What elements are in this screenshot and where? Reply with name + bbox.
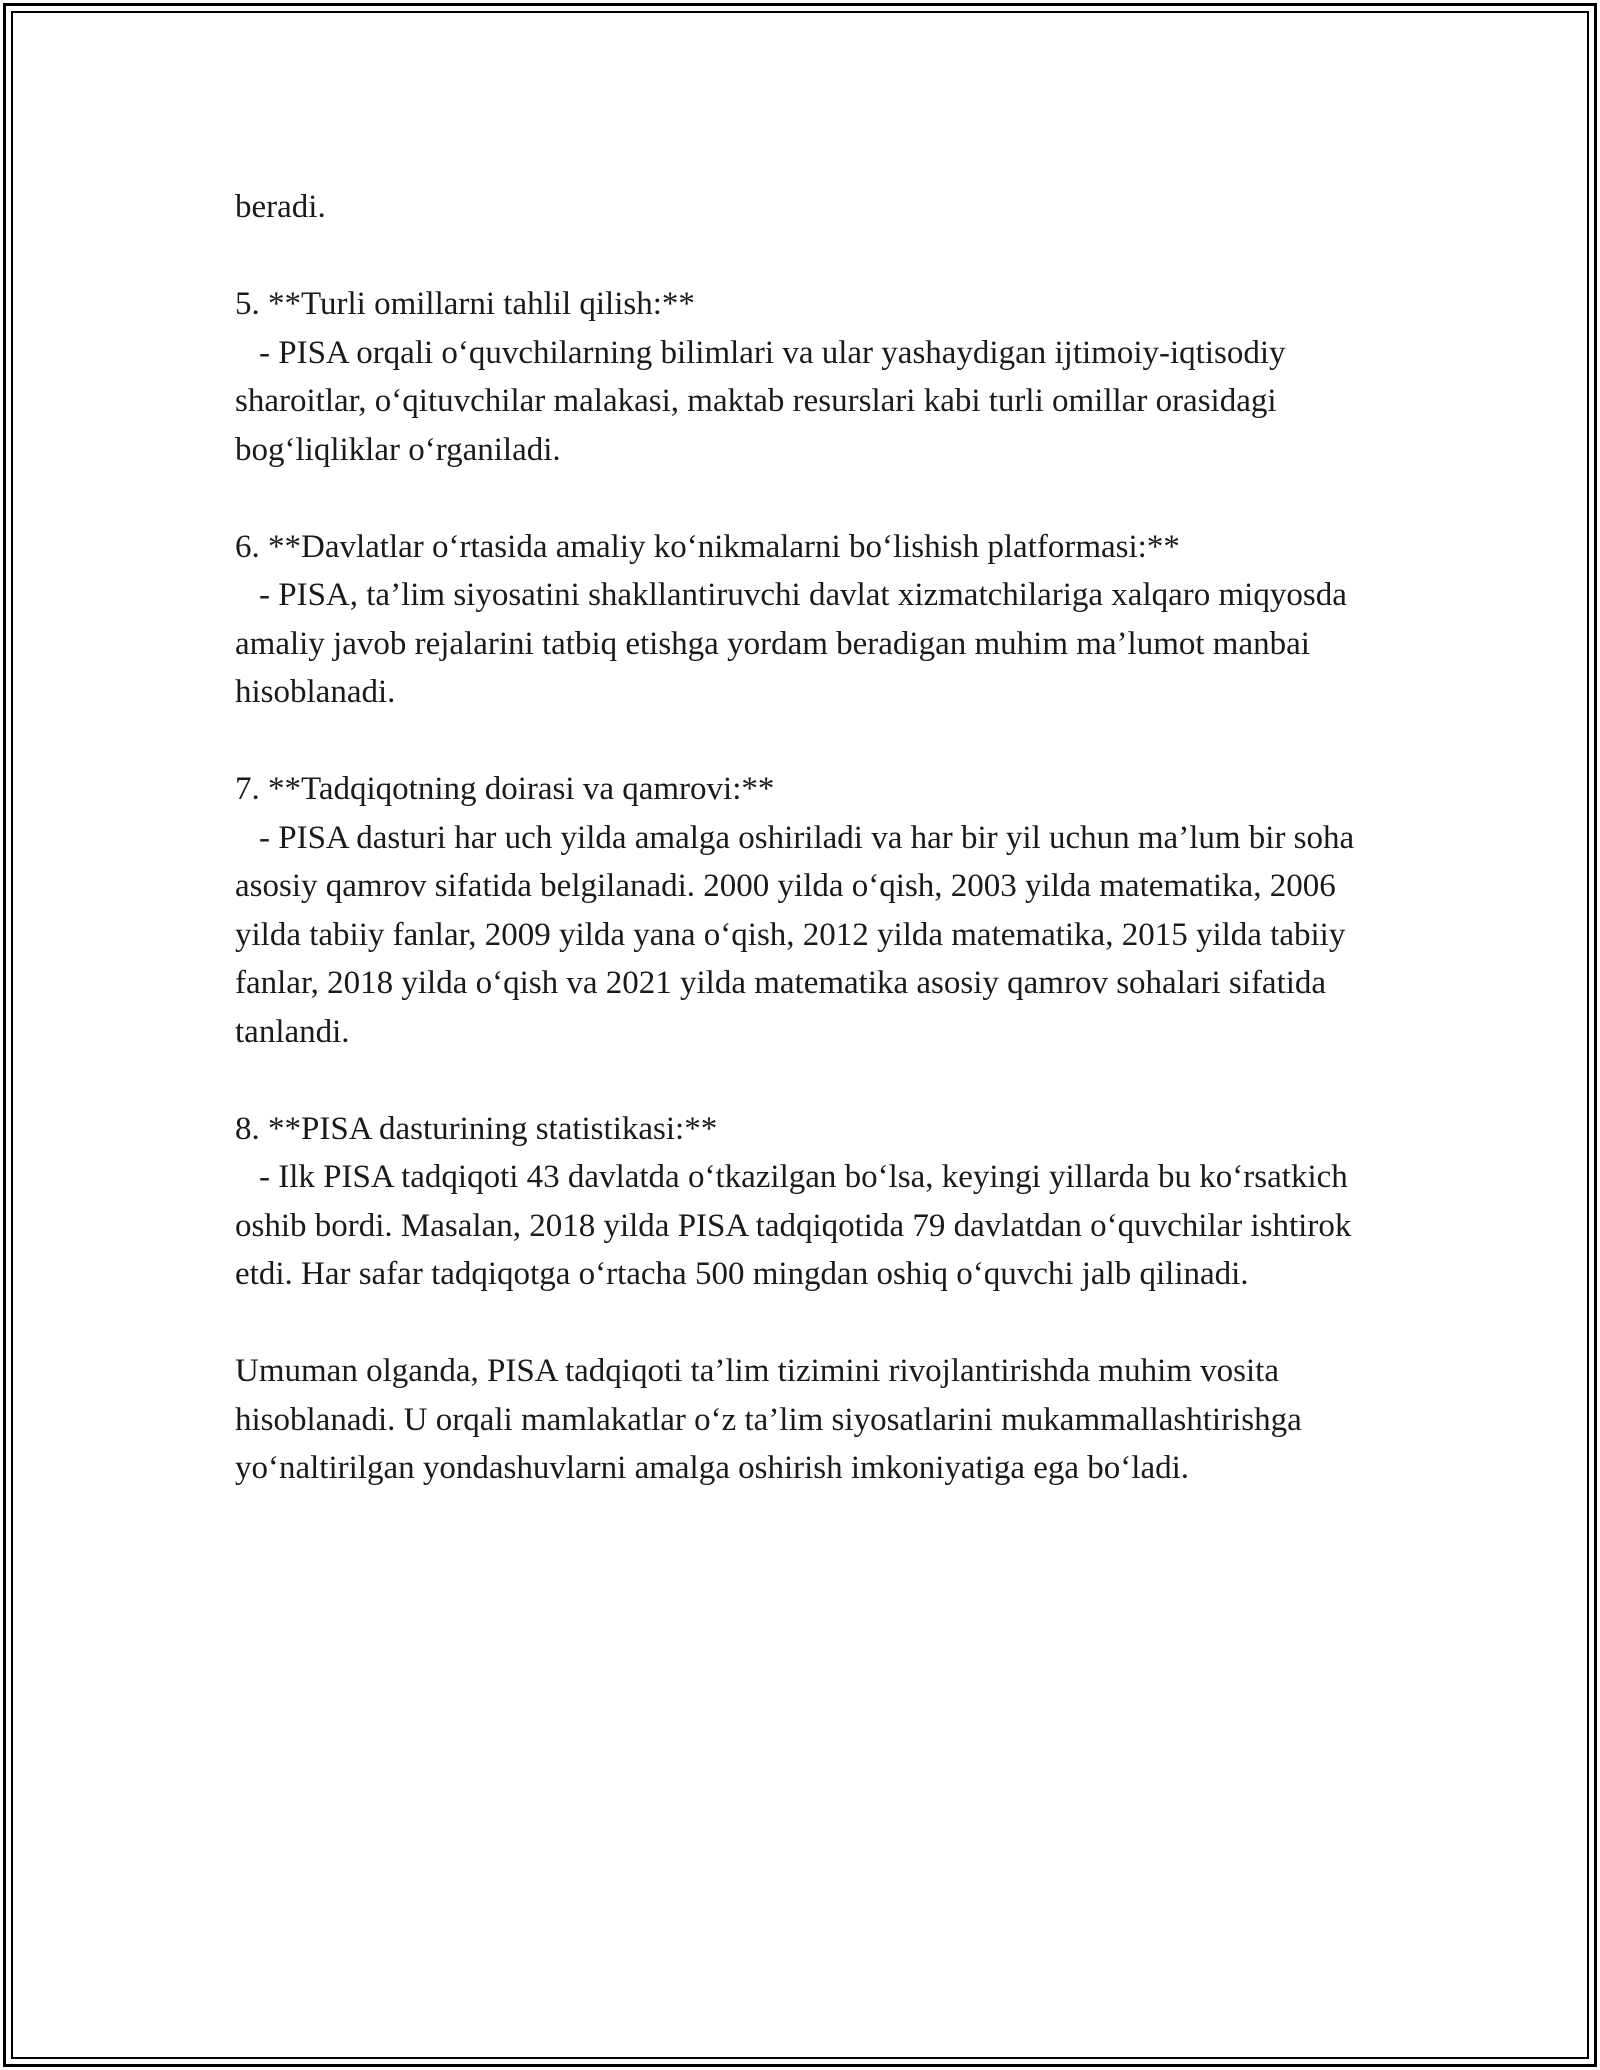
section-8-body: - Ilk PISA tadqiqoti 43 davlatda o‘tkazilgan bo‘lsa, keyingi yillarda bu ko‘rsatkich oshib bordi. Masalan, 2018 yilda PISA tadqiqotida 79 davlatdan o‘quvchilar ishtirok etdi. Har safar tadqiqotga o‘rtacha 500 mingdan oshiq o‘quvchi jalb qilinadi. — [235, 1159, 1352, 1292]
document-body — [235, 183, 1365, 1493]
section-7-body: - PISA dasturi har uch yilda amalga oshiriladi va har bir yil uchun ma’lum bir soha asosiy qamrov sifatida belgilanadi. 2000 yilda o‘qish, 2003 yilda matematika, 2006 yilda tabiiy fanlar, 2009 yilda yana o‘qish, 2012 yilda matematika, 2015 yilda tabiiy fanlar, 2018 yilda o‘qish va 2021 yilda matematika asosiy qamrov sohalari sifatida tanlandi. — [235, 819, 1355, 1050]
section-8-heading: 8. **PISA dasturining statistikasi:** — [235, 1110, 718, 1147]
section-7-heading: 7. **Tadqiqotning doirasi va qamrovi:** — [235, 771, 775, 807]
section-6-heading: 6. **Davlatlar o‘rtasida amaliy ko‘nikmalarni bo‘lishish platformasi:** — [235, 528, 1180, 565]
section-5-body: - PISA orqali o‘quvchilarning bilimlari va ular yashaydigan ijtimoiy-iqtisodiy sharoitlar, o‘qituvchilar malakasi, maktab resurslari kabi turli omillar orasidagi bog‘liqliklar o‘rganiladi. — [235, 334, 1286, 468]
conclusion-paragraph: Umuman olganda, PISA tadqiqoti ta’lim tizimini rivojlantirishda muhim vosita hisoblanadi. U orqali mamlakatlar o‘z ta’lim siyosatlarini mukammallashtirishga yo‘naltirilgan yondashuvlarni amalga oshirish imkoniyatiga ega bo‘ladi. — [235, 1353, 1302, 1486]
section-5-heading: 5. **Turli omillarni tahlil qilish:** — [235, 286, 695, 322]
opening-fragment: beradi. — [235, 189, 326, 225]
section-6-body: - PISA, ta’lim siyosatini shakllantiruvchi davlat xizmatchilariga xalqaro miqyosda amaliy javob rejalarini tatbiq etishga yordam beradigan muhim ma’lumot manbai hisoblanadi. — [235, 577, 1347, 710]
